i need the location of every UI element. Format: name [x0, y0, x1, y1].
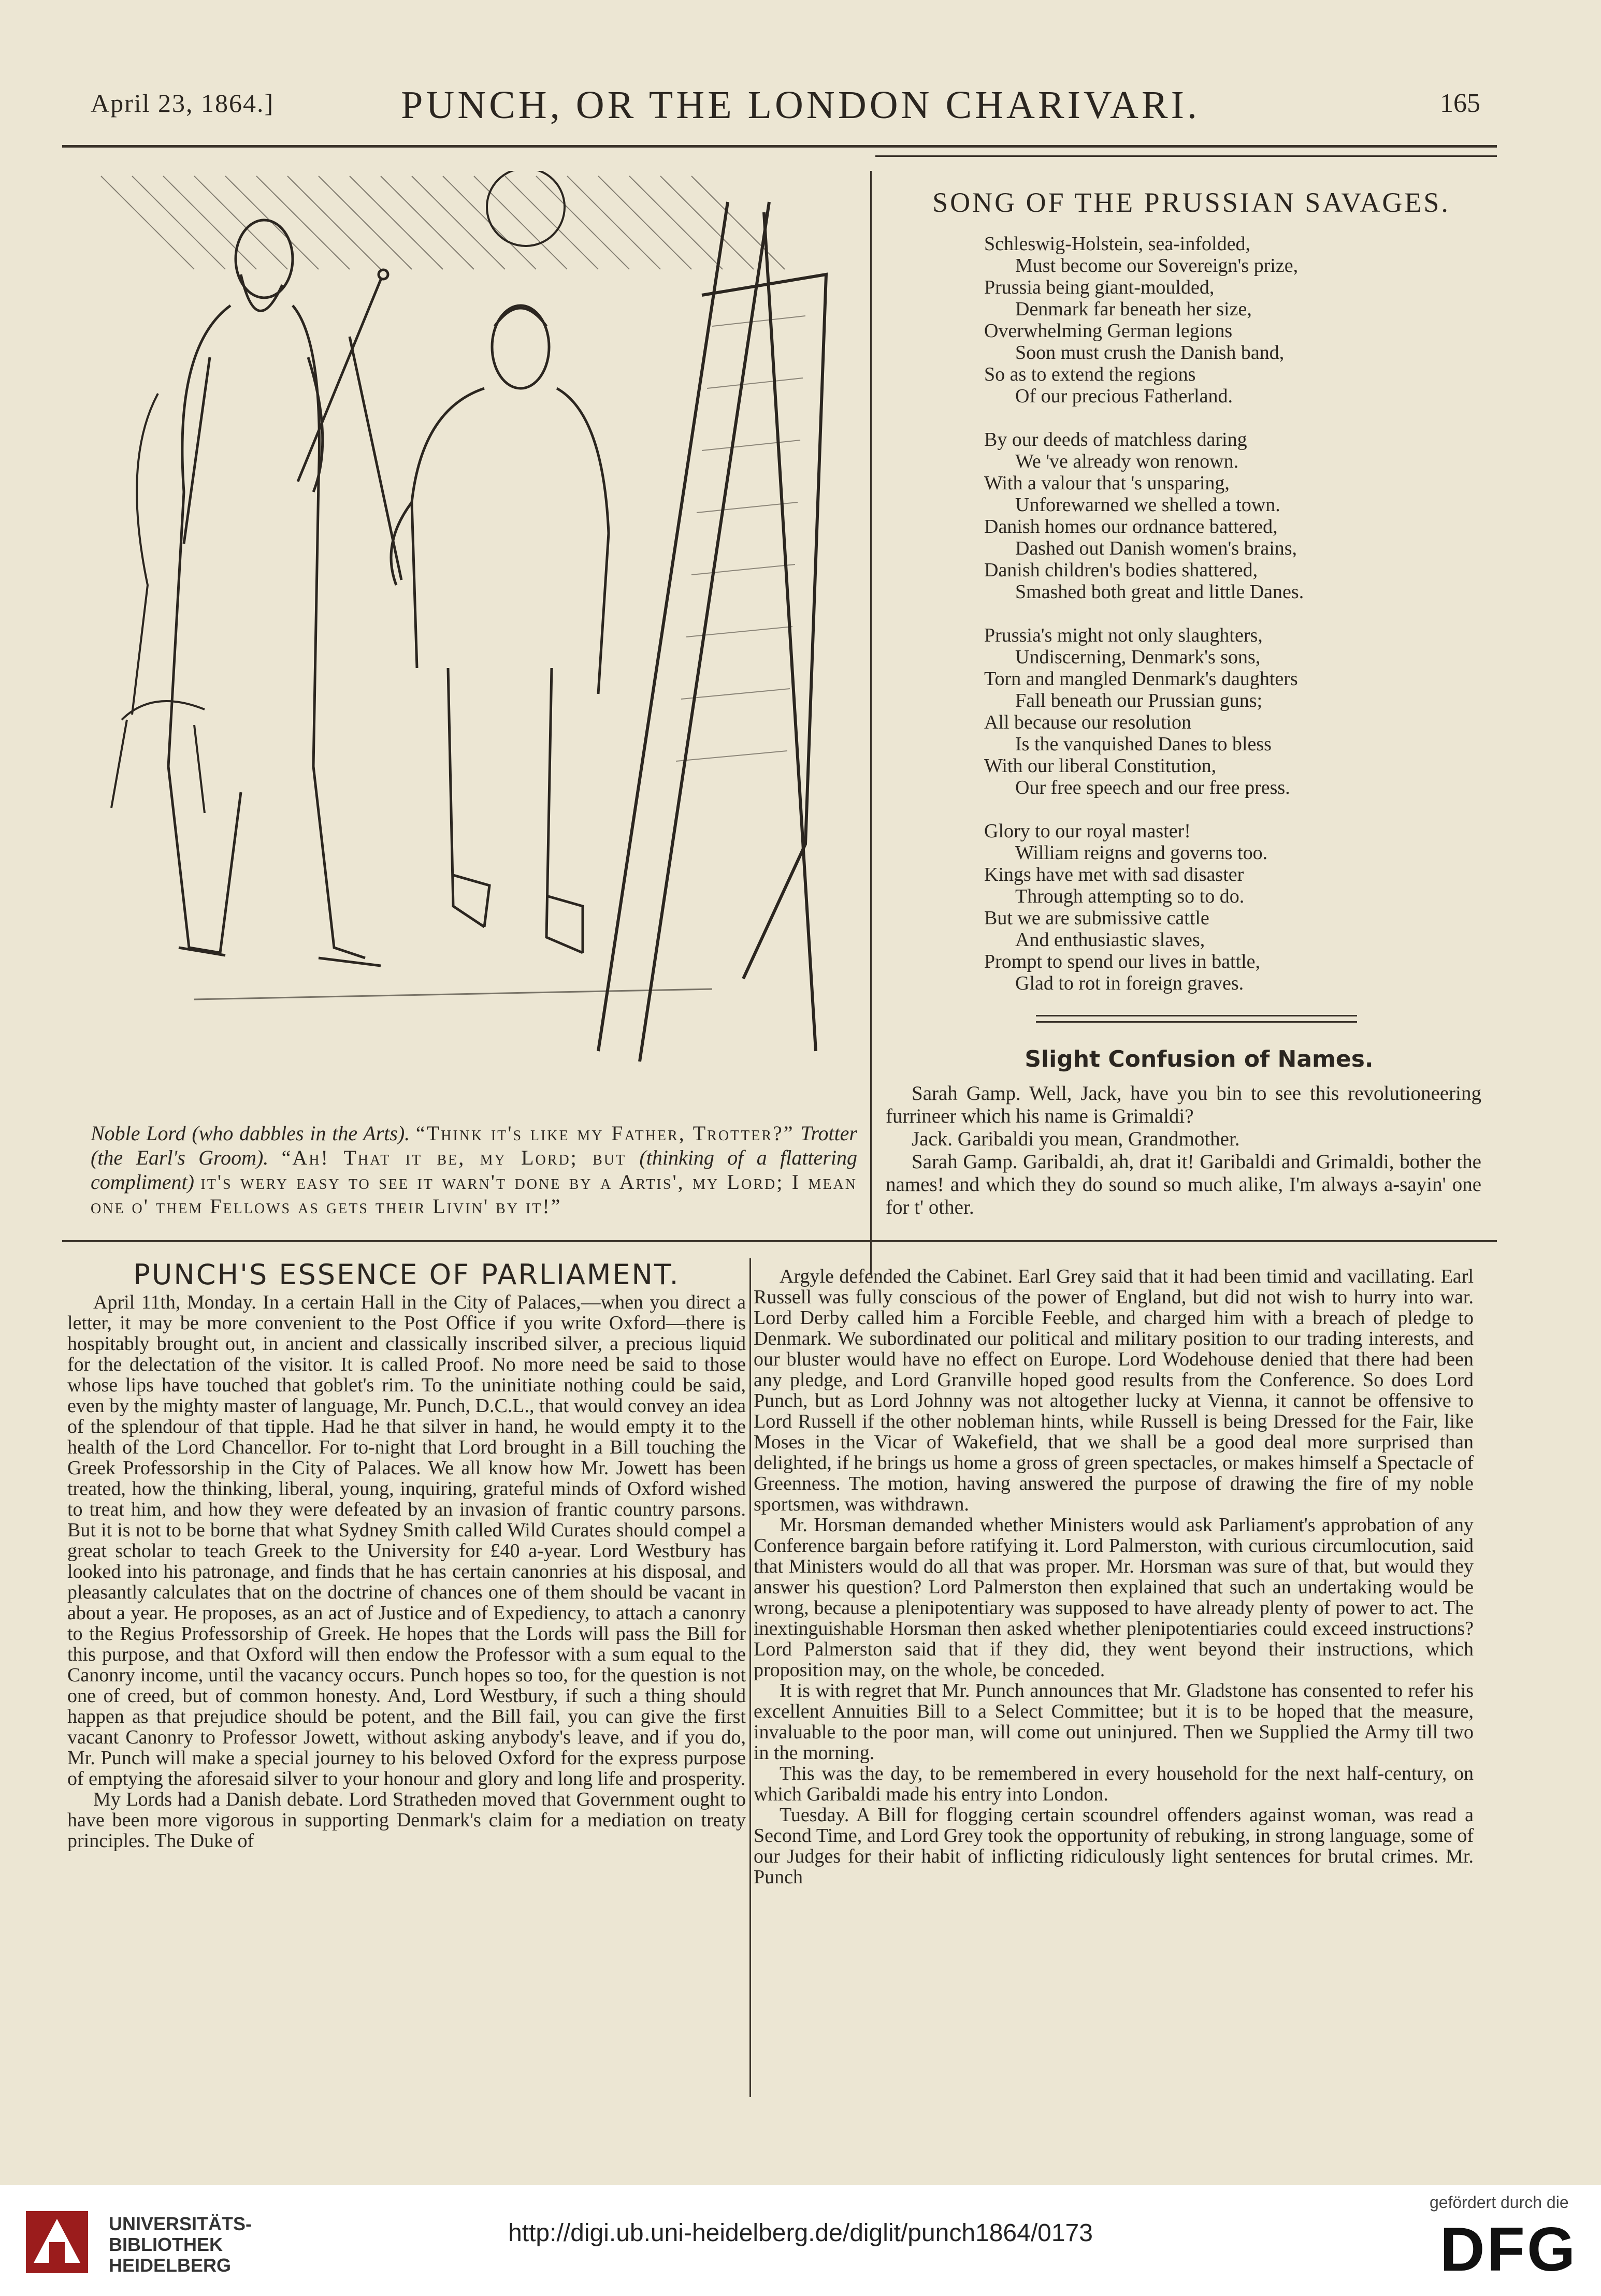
song-stanza [984, 624, 1528, 798]
caption-line2b: it's wery easy to see it warn't done by a Artis', my Lord; I mean one o' them Fellows as gets their Livin' by it!” [91, 1170, 857, 1218]
paragraph: My Lords had a Danish debate. Lord Stratheden moved that Government ought to have been more vigorous in supporting Denmark's claim for a mediation on treaty principles. The Duke of [67, 1789, 746, 1852]
university-line: BIBLIOTHEK [109, 2234, 223, 2255]
poem-line: Prompt to spend our lives in battle, [984, 951, 1261, 972]
caption-line2a: “Ah! That it be, my Lord; but [281, 1146, 627, 1169]
section-rule [1036, 1021, 1357, 1023]
poem-line: With our liberal Constitution, [984, 755, 1217, 777]
poem-line: So as to extend the regions [984, 364, 1196, 385]
poem-line: Unforewarned we shelled a town. [1015, 494, 1280, 516]
dfg-logo: DFG [1440, 2215, 1578, 2284]
poem-line: But we are submissive cattle [984, 907, 1209, 929]
paragraph: It is with regret that Mr. Punch announces that Mr. Gladstone has consented to refer his excellent Annuities Bill to a Select Committee; but it is to be hoped that the measure, invaluable to the poor man, will come out uninjured. Then we Supplied the Army till two in the morning. [754, 1680, 1474, 1764]
poem-line: Glad to rot in foreign graves. [1015, 972, 1244, 994]
poem-line: Denmark far beneath her size, [1015, 298, 1252, 320]
song-title: SONG OF THE PRUSSIAN SAVAGES. [932, 187, 1450, 218]
paragraph: Sarah Gamp. Well, Jack, have you bin to see this revolutioneering furrineer which his name is Grimaldi? [886, 1082, 1481, 1127]
caption-line2-note: (thinking of a flattering compliment) [91, 1146, 857, 1194]
poem-line: Glory to our royal master! [984, 820, 1191, 842]
poem-line: Overwhelming German legions [984, 320, 1233, 342]
header-rule [62, 145, 1497, 148]
poem-line: Smashed both great and little Danes. [1015, 581, 1304, 603]
poem-line: Of our precious Fatherland. [1015, 385, 1233, 407]
poem-line: Is the vanquished Danes to bless [1015, 733, 1272, 755]
paragraph: April 11th, Monday. In a certain Hall in the City of Palaces,—when you direct a letter, it may be more convenient to the Post Office if you write Oxford—there is hospitably brought out, in ancient and classically inscribed silver, a precious liquid for the delectation of the visitor. It is called Proof. No more need be said to those whose lips have touched that goblet's rim. To the uninitiate nothing could be said, even by the mighty master of language, Mr. Punch, D.C.L., that would convey an idea of the splendour of that tipple. Had he that silver in hand, he would empty it to the health of the Lord Chancellor. For to-night that Lord brought in a Bill touching the Greek Professorship in the City of Palaces. We all know how Mr. Jowett has been treated, how the thinking, liberal, young, inquiring, grateful minds of Oxford wished to treat him, and how they were defeated by an invasion of frantic country parsons. But it is not to be borne that what Sydney Smith called Wild Curates should compel a great scholar to teach Greek to the University for £40 a-year. Lord Westbury has looked into his patronage, and finds that he has certain canonries at his disposal, and pleasantly calculates that on the doctrine of chances one of them should be vacant in about a year. He proposes, as an act of Justice and of Expediency, to attach a canonry to the Regius Professorship of Greek. He hopes that the Lords will pass the Bill for this purpose, and that Oxford will then endow the Professor with a sum equal to the Canonry income, until the vacancy occurs. Punch hopes so too, for the question is not one of creed, but of common honesty. And, Lord Westbury, if such a thing should happen as that prejudice should be potent, and the Bill fail, you can give the first vacant Canonry to Professor Jowett, without asking anybody's leave, and if you do, Mr. Punch will make a special journey to his beloved Oxford for the express purpose of emptying the aforesaid silver to your honour and glory and long life and prosperity. [67, 1291, 746, 1790]
paragraph: This was the day, to be remembered in every household for the next half-century, on which Garibaldi made his entry into London. [754, 1763, 1474, 1805]
poem-line: With a valour that 's unsparing, [984, 472, 1230, 494]
paragraph: Jack. Garibaldi you mean, Grandmother. [912, 1128, 1240, 1150]
poem-line: Prussia being giant-moulded, [984, 277, 1215, 298]
poem-line: Dashed out Danish women's brains, [1015, 537, 1297, 559]
caption-speaker1-note: (who dabbles in the Arts). [192, 1122, 410, 1145]
song-stanza [984, 429, 1528, 603]
essence-title: PUNCH'S ESSENCE OF PARLIAMENT. [133, 1258, 680, 1291]
caption-speaker2: Trotter [800, 1122, 857, 1145]
song-stanza [984, 233, 1528, 407]
header-rule-thin [875, 155, 1497, 157]
poem-line: Torn and mangled Denmark's daughters [984, 668, 1298, 690]
poem-line: Danish homes our ordnance battered, [984, 516, 1278, 537]
university-line: HEIDELBERG [109, 2255, 232, 2276]
caption-speaker2-note: (the Earl's Groom). [91, 1146, 269, 1169]
essence-column-2 [754, 1266, 1474, 1887]
caption-line1: “Think it's like my Father, Trotter?” [415, 1122, 795, 1145]
poem-line: Our free speech and our free press. [1015, 777, 1290, 798]
poem-line: Fall beneath our Prussian guns; [1015, 690, 1263, 711]
song-stanza [984, 820, 1528, 994]
poem-line: Undiscerning, Denmark's sons, [1015, 646, 1261, 668]
poem-line: Schleswig-Holstein, sea-infolded, [984, 233, 1250, 255]
poem-line: Prussia's might not only slaughters, [984, 624, 1263, 646]
section-divider [62, 1240, 1497, 1242]
column-divider-top [870, 171, 872, 1274]
page-number: 165 [1440, 89, 1480, 118]
paragraph: Argyle defended the Cabinet. Earl Grey said that it had been timid and vacillating. Earl Russell was fully conscious of the power of England, but did not wish to hurry into war. Lord Derby called him a Forcible Feeble, and charged him with a breach of pledge to Denmark. We subordinated our political and military position to our trading interests, and our bluster would have no effect on Europe. Lord Wodehouse denied that there had been any pledge, and Lord Granville hoped good results from the Conference. So does Lord Punch, but as Lord Johnny was not altogether lucky at Vienna, it cannot be offensive to Lord Russell if the other nobleman hints, while Russell is being Dressed for the Fair, like Moses in the Vicar of Wakefield, that we shall be a good deal more surprised than delighted, if he brings us home a gross of green spectacles, or makes himself a Spectacle of Greenness. The motion, having answered the purpose of drawing the fire of my noble sportsmen, was withdrawn. [754, 1266, 1474, 1515]
column-divider-bottom [749, 1258, 751, 2097]
poem-line: All because our resolution [984, 711, 1191, 733]
poem-line: And enthusiastic slaves, [1015, 929, 1205, 951]
poem-line: We 've already won renown. [1015, 451, 1239, 472]
header-title: PUNCH, OR THE LONDON CHARIVARI. [401, 83, 1200, 127]
funding-caption: gefördert durch die [1430, 2193, 1569, 2212]
header-date: April 23, 1864.] [91, 89, 275, 118]
poem-line: William reigns and governs too. [1015, 842, 1268, 864]
section-rule [1036, 1015, 1357, 1016]
cartoon-illustration [91, 171, 857, 1113]
slight-confusion-title: Slight Confusion of Names. [1025, 1046, 1374, 1072]
poem-line: Kings have met with sad disaster [984, 864, 1244, 885]
paragraph: Mr. Horsman demanded whether Ministers would ask Parliament's approbation of any Conference bargain before ratifying it. Lord Palmerston, with curious circumlocution, said that Ministers would do all that was proper. Mr. Horsman was sure of that, but would they answer his question? Lord Palmerston then explained that such an undertaking would be wrong, because a plenipotentiary was supposed to have already plenty of power to act. The inextinguishable Horsman then asked whether plenipotentiaries could exceed instructions? Lord Palmerston said that if they did, they went beyond their instructions, which proposition may, on the whole, be conceded. [754, 1514, 1474, 1681]
paragraph: Tuesday. A Bill for flogging certain scoundrel offenders against woman, was read a Second Time, and Lord Grey took the opportunity of rebuking, in strong language, some of our Judges for their habit of inflicting ridiculously light sentences for brutal crimes. Mr. Punch [754, 1804, 1474, 1888]
song-poem [984, 233, 1528, 1016]
essence-column-1 [67, 1292, 746, 1851]
poem-line: Soon must crush the Danish band, [1015, 342, 1285, 364]
poem-line: Through attempting so to do. [1015, 885, 1245, 907]
slight-confusion-text [886, 1082, 1481, 1219]
poem-line: Danish children's bodies shattered, [984, 559, 1258, 581]
source-url[interactable]: http://digi.ub.uni-heidelberg.de/diglit/punch1864/0173 [508, 2219, 1093, 2247]
poem-line: Must become our Sovereign's prize, [1015, 255, 1299, 277]
caption-speaker1: Noble Lord [91, 1122, 186, 1145]
paragraph: Sarah Gamp. Garibaldi, ah, drat it! Garibaldi and Grimaldi, bother the names! and which they do sound so much alike, I'm always a-sayin' one for t' other. [886, 1151, 1481, 1218]
cartoon-caption [91, 1121, 857, 1218]
poem-line: By our deeds of matchless daring [984, 429, 1247, 451]
university-line: UNIVERSITÄTS- [109, 2213, 252, 2234]
